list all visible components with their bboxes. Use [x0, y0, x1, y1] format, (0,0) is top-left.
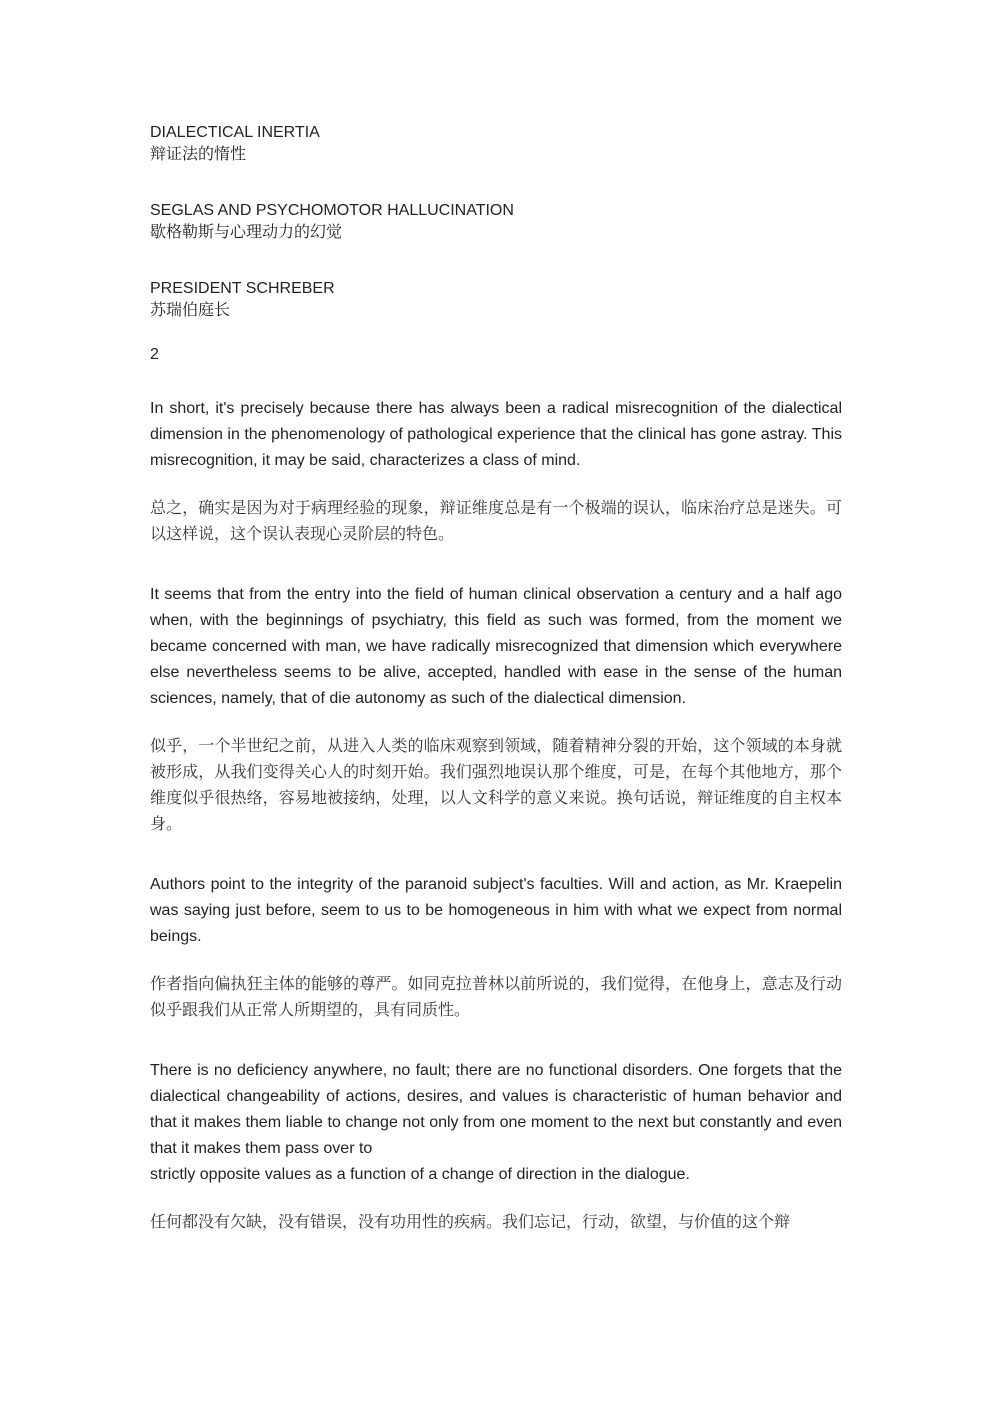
- heading-english: SEGLAS AND PSYCHOMOTOR HALLUCINATION: [150, 202, 514, 219]
- heading-block-dialectical-inertia: [150, 122, 842, 166]
- heading-chinese: 辩证法的惰性: [150, 146, 247, 163]
- paragraph-english: In short, it's precisely because there has always been a radical misrecognition of the dialectical dimension in the phenomenology of pathological experience that the clinical has gone astray. This misrecognition, it may be said, characterizes a class of mind.: [150, 400, 842, 469]
- document-page: [150, 122, 842, 1270]
- section-number: 2: [150, 346, 159, 363]
- heading-chinese: 苏瑞伯庭长: [150, 302, 231, 319]
- paragraph-chinese: 似乎，一个半世纪之前，从进入人类的临床观察到领域，随着精神分裂的开始，这个领域的本身就被形成，从我们变得关心人的时刻开始。我们强烈地误认那个维度，可是，在每个其他地方，那个维度似乎很热络，容易地被接纳，处理，以人文科学的意义来说。换句话说，辩证维度的自主权本身。: [150, 738, 842, 833]
- heading-english: DIALECTICAL INERTIA: [150, 124, 320, 141]
- paragraph-chinese: 总之，确实是因为对于病理经验的现象，辩证维度总是有一个极端的误认，临床治疗总是迷失。可以这样说，这个误认表现心灵阶层的特色。: [150, 500, 842, 543]
- heading-block-schreber: [150, 278, 842, 322]
- heading-chinese: 歇格勒斯与心理动力的幻觉: [150, 224, 343, 241]
- paragraph-english: It seems that from the entry into the field of human clinical observation a century and a half ago when, with the beginnings of psychiatry, this field as such was formed, from the moment we became concerned with man, we have radically misrecognized that dimension which everywhere else nevertheless seems to be alive, accepted, handled with ease in the sense of the human sciences, namely, that of die autonomy as such of the dialectical dimension.: [150, 586, 842, 707]
- paragraph-line: There is no deficiency anywhere, no fault; there are no functional disorders. One forgets that the dialectical changeability of actions, desires, and values is characteristic of human behavior and that it makes them liable to change not only from one moment to the next but constantly and even that it makes them pass over to: [150, 1062, 842, 1157]
- paragraph-chinese: 作者指向偏执狂主体的能够的尊严。如同克拉普林以前所说的，我们觉得，在他身上，意志及行动似乎跟我们从正常人所期望的，具有同质性。: [150, 976, 842, 1019]
- paragraph-chinese: 任何都没有欠缺，没有错误，没有功用性的疾病。我们忘记，行动，欲望，与价值的这个辩: [150, 1214, 791, 1231]
- paragraph-line: strictly opposite values as a function of a change of direction in the dialogue.: [150, 1166, 690, 1183]
- heading-english: PRESIDENT SCHREBER: [150, 280, 335, 297]
- paragraph-english: [150, 1058, 842, 1188]
- heading-block-seglas: [150, 200, 842, 244]
- paragraph-english: Authors point to the integrity of the paranoid subject's faculties. Will and action, as Mr. Kraepelin was saying just before, seem to us to be homogeneous in him with what we expect from normal beings.: [150, 876, 842, 945]
